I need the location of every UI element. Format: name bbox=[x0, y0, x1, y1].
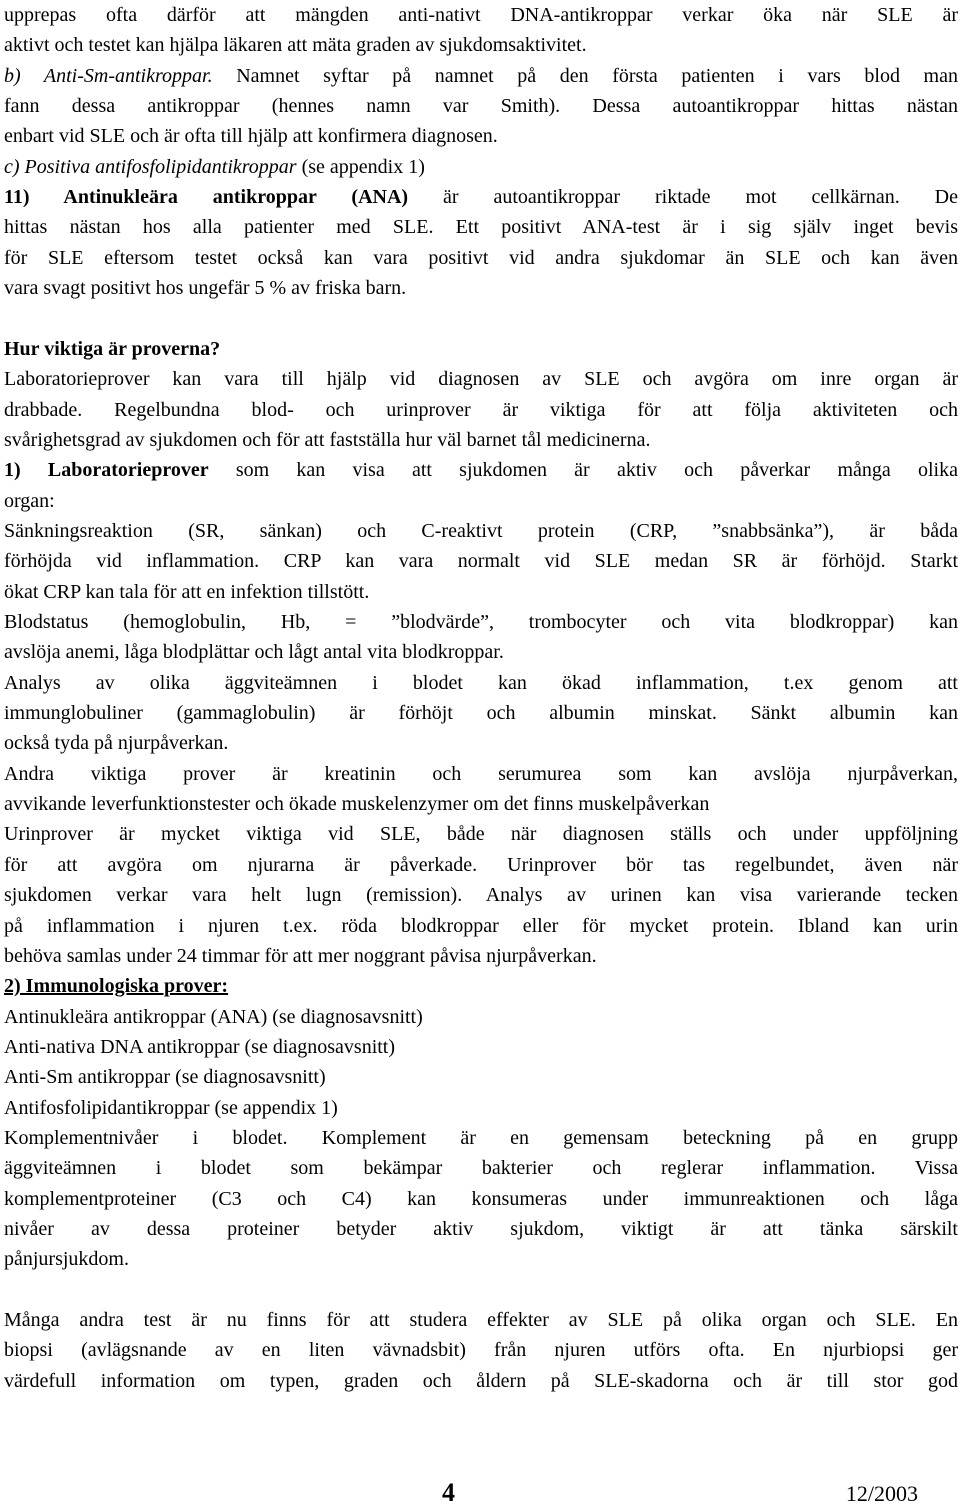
text-segment: hittas nästan hos alla patienter med SLE. Ett positivt ANA-test är i sig själv inget bevis bbox=[4, 216, 958, 239]
text-segment: Antinukleära antikroppar (ANA) (se diagnosavsnitt) bbox=[4, 1005, 423, 1028]
text-segment: immunglobuliner (gammaglobulin) är förhöjt och albumin minskat. Sänkt albumin kan bbox=[4, 702, 958, 725]
text-segment: är autoantikroppar riktade mot cellkärnan. De bbox=[408, 186, 958, 209]
text-segment: (se appendix 1) bbox=[296, 155, 425, 178]
text-line bbox=[4, 1214, 958, 1244]
text-segment: pånjursjukdom. bbox=[4, 1248, 129, 1271]
text-segment: Namnet syftar på namnet på den första patienten i vars blod man bbox=[212, 64, 958, 87]
text-line bbox=[4, 425, 958, 455]
text-line bbox=[4, 1032, 958, 1062]
text-segment: äggviteämnen i blodet som bekämpar bakterier och reglerar inflammation. Vissa bbox=[4, 1157, 958, 1180]
text-segment: b) Anti-Sm-antikroppar. bbox=[4, 64, 213, 87]
text-line bbox=[4, 516, 958, 546]
text-line bbox=[4, 789, 958, 819]
text-segment: Antifosfolipidantikroppar (se appendix 1) bbox=[4, 1096, 338, 1119]
text-segment: för SLE eftersom testet också kan vara positivt vid andra sjukdomar än SLE och kan även bbox=[4, 246, 958, 269]
text-line bbox=[4, 61, 958, 91]
text-line bbox=[4, 152, 958, 182]
text-line bbox=[4, 1123, 958, 1153]
text-line bbox=[4, 1153, 958, 1183]
text-line bbox=[4, 1184, 958, 1214]
text-line bbox=[4, 850, 958, 880]
text-segment: Urinprover är mycket viktiga vid SLE, både när diagnosen ställs och under uppföljning bbox=[4, 823, 958, 846]
text-line bbox=[4, 911, 958, 941]
text-segment: c) Positiva antifosfolipidantikroppar bbox=[4, 155, 297, 178]
text-segment: svårighetsgrad av sjukdomen och för att fastställa hur väl barnet tål medicinerna. bbox=[4, 428, 651, 451]
text-segment: 2) Immunologiska prover: bbox=[4, 975, 229, 998]
text-line bbox=[4, 30, 958, 60]
text-line bbox=[4, 1093, 958, 1123]
text-segment: Analys av olika äggviteämnen i blodet kan ökad inflammation, t.ex genom att bbox=[4, 671, 958, 694]
text-line bbox=[4, 0, 958, 30]
text-line bbox=[4, 1062, 958, 1092]
text-segment: Hur viktiga är proverna? bbox=[4, 337, 221, 360]
footer-date: 12/2003 bbox=[845, 1481, 918, 1506]
text-segment: Blodstatus (hemoglobulin, Hb, = ”blodvärde”, trombocyter och vita blodkroppar) kan bbox=[4, 611, 958, 633]
text-line bbox=[4, 1366, 958, 1396]
text-segment: vara svagt positivt hos ungefär 5 % av friska barn. bbox=[4, 277, 407, 300]
text-segment: för att avgöra om njurarna är påverkade. Urinprover bör tas regelbundet, även när bbox=[4, 853, 958, 876]
text-segment: Sänkningsreaktion (SR, sänkan) och C-reaktivt protein (CRP, ”snabbsänka”), är båda bbox=[4, 519, 958, 542]
text-segment: fann dessa antikroppar (hennes namn var Smith). Dessa autoantikroppar hittas nästan bbox=[4, 95, 958, 118]
text-line bbox=[4, 637, 958, 667]
text-segment: Anti-Sm antikroppar (se diagnosavsnitt) bbox=[4, 1066, 326, 1089]
text-segment: avvikande leverfunktionstester och ökade muskelenzymer om det finns muskelpåverkan bbox=[4, 793, 710, 816]
text-line bbox=[4, 759, 958, 789]
text-line bbox=[4, 577, 958, 607]
text-line bbox=[4, 364, 958, 394]
text-line bbox=[4, 91, 958, 121]
text-line bbox=[4, 273, 958, 303]
text-segment: på inflammation i njuren t.ex. röda blodkroppar eller för mycket protein. Ibland kan urin bbox=[4, 914, 958, 937]
text-segment: Andra viktiga prover är kreatinin och serumurea som kan avslöja njurpåverkan, bbox=[4, 762, 958, 785]
text-segment: Anti-nativa DNA antikroppar (se diagnosavsnitt) bbox=[4, 1035, 396, 1058]
text-line bbox=[4, 121, 958, 151]
text-line bbox=[4, 1305, 958, 1335]
text-line bbox=[4, 182, 958, 212]
text-line bbox=[4, 607, 958, 637]
page-number: 4 bbox=[442, 1478, 455, 1507]
text-segment: förhöjda vid inflammation. CRP kan vara normalt vid SLE medan SR är förhöjd. Starkt bbox=[4, 550, 958, 573]
text-segment: upprepas ofta därför att mängden anti-nativt DNA-antikroppar verkar öka när SLE är bbox=[4, 4, 958, 26]
text-line bbox=[4, 395, 958, 425]
text-line bbox=[4, 728, 958, 758]
text-line bbox=[4, 971, 958, 1001]
text-line bbox=[4, 1002, 958, 1032]
text-line bbox=[4, 546, 958, 576]
text-segment: aktivt och testet kan hjälpa läkaren att mäta graden av sjukdomsaktivitet. bbox=[4, 34, 587, 57]
text-line bbox=[4, 698, 958, 728]
text-segment: Många andra test är nu finns för att studera effekter av SLE på olika organ och SLE. En bbox=[4, 1309, 958, 1332]
text-segment: 1) Laboratorieprover bbox=[4, 459, 209, 482]
text-segment: avslöja anemi, låga blodplättar och lågt antal vita blodkroppar. bbox=[4, 641, 504, 664]
text-segment: komplementproteiner (C3 och C4) kan konsumeras under immunreaktionen och låga bbox=[4, 1187, 958, 1210]
text-line bbox=[4, 212, 958, 242]
text-segment: Komplementnivåer i blodet. Komplement är en gemensam beteckning på en grupp bbox=[4, 1126, 958, 1149]
text-segment: biopsi (avlägsnande av en liten vävnadsbit) från njuren utförs ofta. En njurbiopsi ger bbox=[4, 1339, 958, 1362]
text-line bbox=[4, 455, 958, 485]
text-line bbox=[4, 304, 958, 334]
text-line bbox=[4, 1275, 958, 1305]
text-segment: Laboratorieprover kan vara till hjälp vid diagnosen av SLE och avgöra om inre organ är bbox=[4, 368, 958, 391]
text-line bbox=[4, 243, 958, 273]
text-line bbox=[4, 1335, 958, 1365]
text-segment: enbart vid SLE och är ofta till hjälp att konfirmera diagnosen. bbox=[4, 125, 498, 148]
text-line bbox=[4, 819, 958, 849]
text-line bbox=[4, 486, 958, 516]
text-segment: som kan visa att sjukdomen är aktiv och påverkar många olika bbox=[208, 459, 958, 482]
text-segment: nivåer av dessa proteiner betyder aktiv sjukdom, viktigt är att tänka särskilt bbox=[4, 1218, 958, 1240]
text-segment: ökat CRP kan tala för att en infektion tillstött. bbox=[4, 580, 370, 603]
text-line bbox=[4, 1244, 958, 1274]
text-segment: behöva samlas under 24 timmar för att mer noggrant påvisa njurpåverkan. bbox=[4, 944, 597, 967]
text-segment: 11) Antinukleära antikroppar (ANA) bbox=[4, 186, 409, 209]
text-segment: sjukdomen verkar vara helt lugn (remission). Analys av urinen kan visa varierande tecken bbox=[4, 884, 958, 907]
text-segment: organ: bbox=[4, 489, 55, 512]
text-segment: värdefull information om typen, graden och åldern på SLE-skadorna och är till stor god bbox=[4, 1369, 958, 1392]
text-segment: drabbade. Regelbundna blod- och urinprover är viktiga för att följa aktiviteten och bbox=[4, 398, 958, 421]
text-segment: också tyda på njurpåverkan. bbox=[4, 732, 229, 755]
text-line bbox=[4, 334, 958, 364]
text-line bbox=[4, 880, 958, 910]
text-line bbox=[4, 941, 958, 971]
text-line bbox=[4, 668, 958, 698]
